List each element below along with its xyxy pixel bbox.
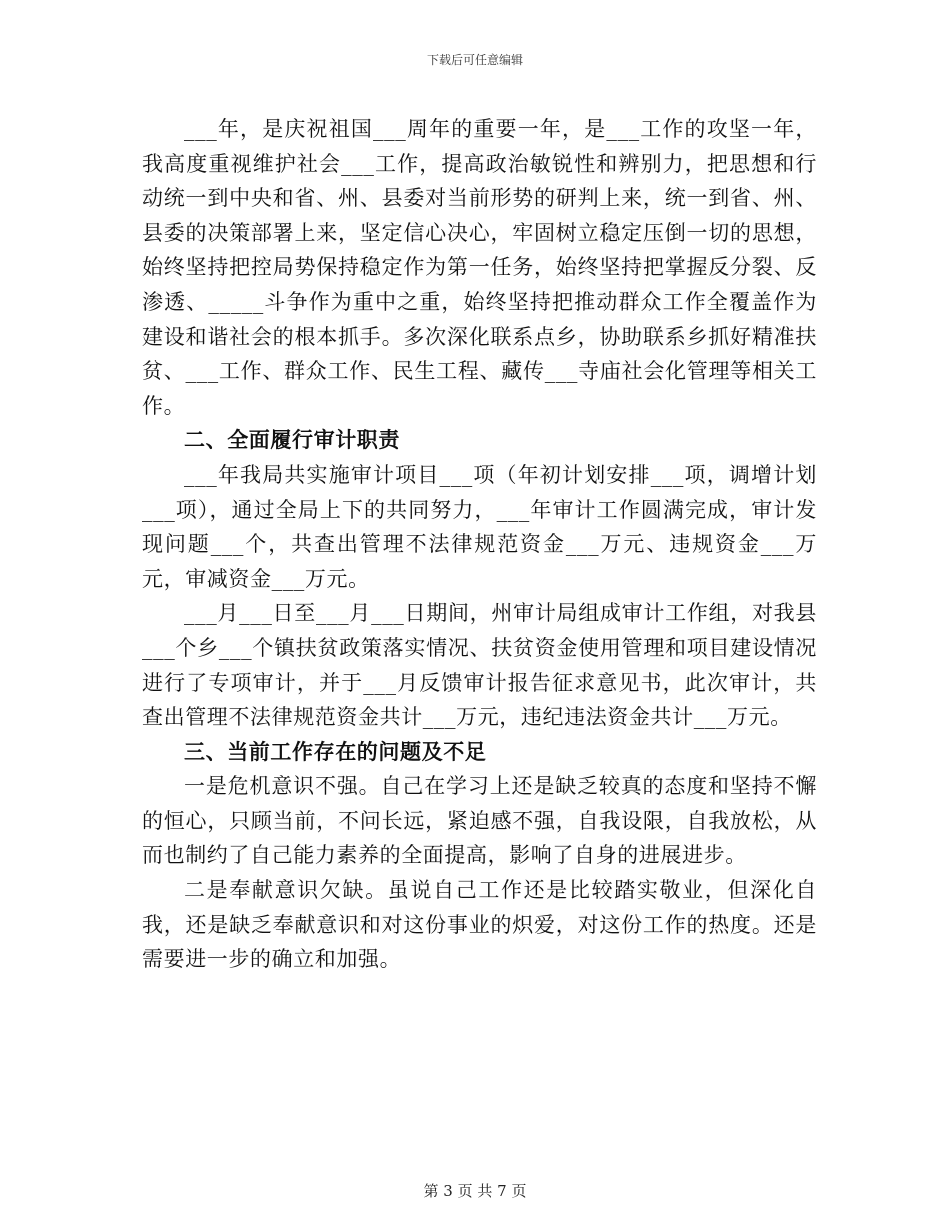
paragraph-poverty-audit: ___月___日至___月___日期间，州审计局组成审计工作组，对我县___个乡___个镇扶贫政策落实情况、扶贫资金使用管理和项目建设情况进行了专项审计，并于___月反馈审计报告征求意见书，此次审计，共查出管理不法律规范资金共计___万元，违纪违法资金共计___万元。	[142, 601, 817, 730]
section-heading-audit-duties: 二、全面履行审计职责	[184, 427, 400, 453]
page-header-note: 下载后可任意编辑	[426, 53, 523, 67]
paragraph-dedication: 二是奉献意识欠缺。虽说自己工作还是比较踏实敬业，但深化自我，还是缺乏奉献意识和对这份事业的炽爱，对这份工作的热度。还是需要进一步的确立和加强。	[142, 878, 817, 972]
paragraph-crisis-awareness: 一是危机意识不强。自己在学习上还是缺乏较真的态度和坚持不懈的恒心，只顾当前，不问长远，紧迫感不强，自我设限，自我放松，从而也制约了自己能力素养的全面提高，影响了自身的进展进步。	[142, 774, 817, 868]
paragraph-audit-projects: ___年我局共实施审计项目___项（年初计划安排___项，调增计划___项），通过全局上下的共同努力，___年审计工作圆满完成，审计发现问题___个，共查出管理不法律规范资金___万元、违规资金___万元，审减资金___万元。	[142, 462, 817, 591]
document-body	[142, 112, 817, 977]
paragraph-stability-work: ___年，是庆祝祖国___周年的重要一年，是___工作的攻坚一年，我高度重视维护社会___工作，提高政治敏锐性和辨别力，把思想和行动统一到中央和省、州、县委对当前形势的研判上来，统一到省、州、县委的决策部署上来，坚定信心决心，牢固树立稳定压倒一切的思想，始终坚持把控局势保持稳定作为第一任务，始终坚持把掌握反分裂、反渗透、_____斗争作为重中之重，始终坚持把推动群众工作全覆盖作为建设和谐社会的根本抓手。多次深化联系点乡，协助联系乡抓好精准扶贫、___工作、群众工作、民生工程、藏传___寺庙社会化管理等相关工作。	[142, 117, 817, 418]
page-number: 第 3 页 共 7 页	[423, 1182, 527, 1200]
section-heading-problems: 三、当前工作存在的问题及不足	[184, 738, 487, 764]
